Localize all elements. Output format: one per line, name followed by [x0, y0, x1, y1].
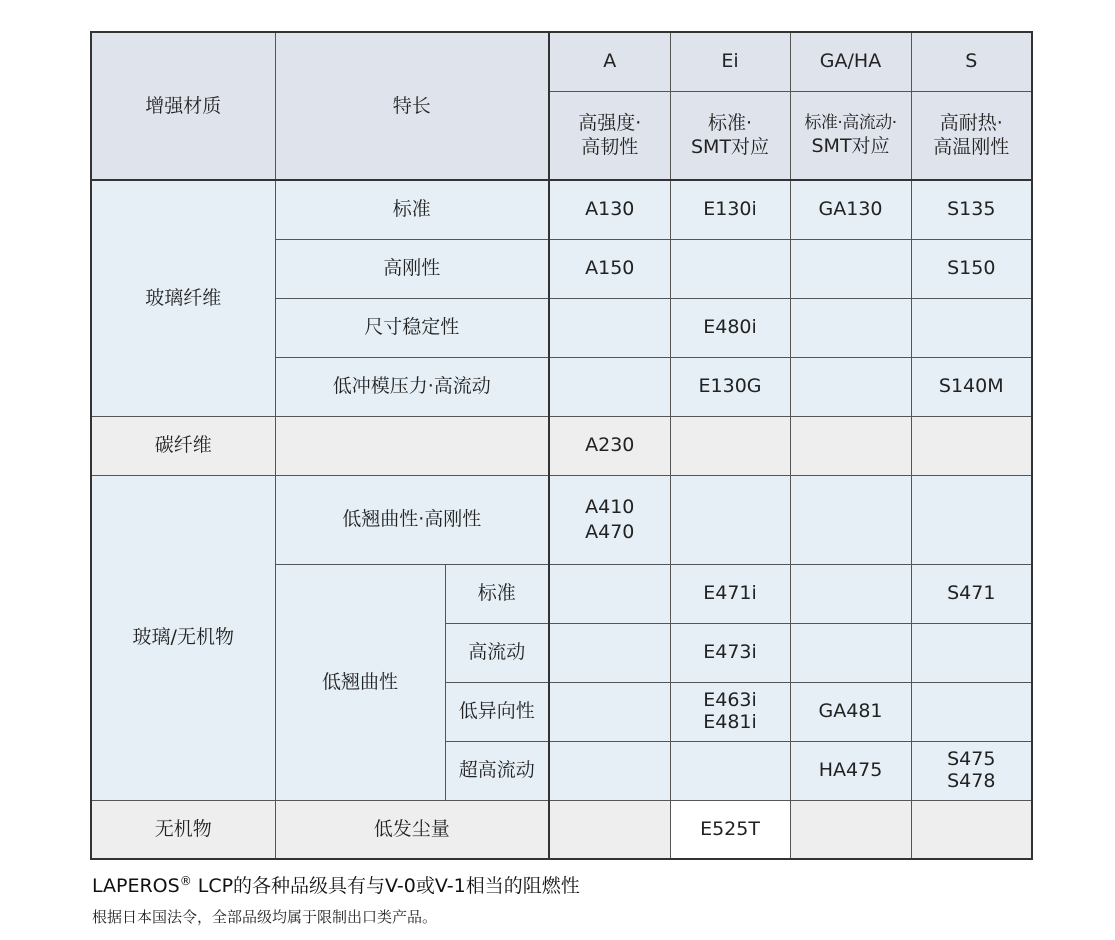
feature-cell: [275, 416, 549, 475]
grade-cell: E525T: [670, 800, 790, 859]
group-glass-mineral: 玻璃/无机物: [91, 475, 275, 800]
grade-cell: [790, 623, 911, 682]
grade-cell: GA130: [790, 180, 911, 239]
grade-cell: [911, 298, 1032, 357]
grade-cell: S150: [911, 239, 1032, 298]
header-desc-gaha: 标准·高流动· SMT对应: [790, 91, 911, 180]
grade-cell: [549, 741, 670, 800]
subfeature-cell: 标准: [445, 564, 549, 623]
grade-cell: [790, 475, 911, 564]
header-desc-ei: 标准· SMT对应: [670, 91, 790, 180]
header-series-gaha: GA/HA: [790, 32, 911, 91]
subfeature-cell: 低异向性: [445, 682, 549, 741]
grade-cell: A130: [549, 180, 670, 239]
feature-cell: 尺寸稳定性: [275, 298, 549, 357]
grade-cell: E480i: [670, 298, 790, 357]
grade-cell: [911, 800, 1032, 859]
export-note: 根据日本国法令，全部品级均属于限制出口类产品。: [92, 908, 438, 926]
grade-cell: A410 A470: [549, 475, 670, 564]
grade-cell: [790, 564, 911, 623]
group-mineral: 无机物: [91, 800, 275, 859]
feature-cell: 高刚性: [275, 239, 549, 298]
subfeature-cell: 超高流动: [445, 741, 549, 800]
grade-table: [90, 31, 1033, 860]
grade-cell: [790, 298, 911, 357]
grade-cell: [549, 357, 670, 416]
registered-mark: ®: [179, 874, 192, 888]
header-reinforcement: 增强材质: [91, 32, 275, 180]
grade-cell: [670, 741, 790, 800]
header-desc-a: 高强度· 高韧性: [549, 91, 670, 180]
grade-cell: [790, 416, 911, 475]
grade-cell: GA481: [790, 682, 911, 741]
feature-cell: 标准: [275, 180, 549, 239]
header-series-s: S: [911, 32, 1032, 91]
grade-cell: [549, 623, 670, 682]
grade-cell: [670, 475, 790, 564]
header-series-a: A: [549, 32, 670, 91]
grade-cell: E463i E481i: [670, 682, 790, 741]
feature-cell: 低翘曲性: [275, 564, 445, 800]
flame-retardance-caption: [92, 871, 580, 898]
subfeature-cell: 高流动: [445, 623, 549, 682]
grade-cell: [790, 239, 911, 298]
header-feature: 特长: [275, 32, 549, 180]
caption-text: LCP的各种品级具有与V-0或V-1相当的阻燃性: [191, 875, 580, 897]
grade-cell: [911, 416, 1032, 475]
grade-cell: [790, 357, 911, 416]
grade-cell: [549, 564, 670, 623]
feature-cell: 低发尘量: [275, 800, 549, 859]
grade-cell: [549, 682, 670, 741]
grade-cell: [911, 623, 1032, 682]
grade-cell: [670, 239, 790, 298]
grade-cell: [549, 800, 670, 859]
grade-cell: HA475: [790, 741, 911, 800]
grade-cell: [790, 800, 911, 859]
grade-cell: S475 S478: [911, 741, 1032, 800]
grade-cell: [670, 416, 790, 475]
grade-cell: E130i: [670, 180, 790, 239]
feature-cell: 低冲模压力·高流动: [275, 357, 549, 416]
grade-cell: S471: [911, 564, 1032, 623]
grade-cell: S140M: [911, 357, 1032, 416]
grade-cell: E473i: [670, 623, 790, 682]
brand-name: LAPEROS: [92, 875, 180, 897]
header-desc-s: 高耐热· 高温刚性: [911, 91, 1032, 180]
group-carbon-fiber: 碳纤维: [91, 416, 275, 475]
feature-cell: 低翘曲性·高刚性: [275, 475, 549, 564]
grade-cell: [911, 682, 1032, 741]
grade-cell: E130G: [670, 357, 790, 416]
grade-cell: [911, 475, 1032, 564]
grade-cell: A150: [549, 239, 670, 298]
header-series-ei: Ei: [670, 32, 790, 91]
grade-cell: A230: [549, 416, 670, 475]
group-glass-fiber: 玻璃纤维: [91, 180, 275, 416]
grade-cell: [549, 298, 670, 357]
grade-cell: S135: [911, 180, 1032, 239]
grade-cell: E471i: [670, 564, 790, 623]
